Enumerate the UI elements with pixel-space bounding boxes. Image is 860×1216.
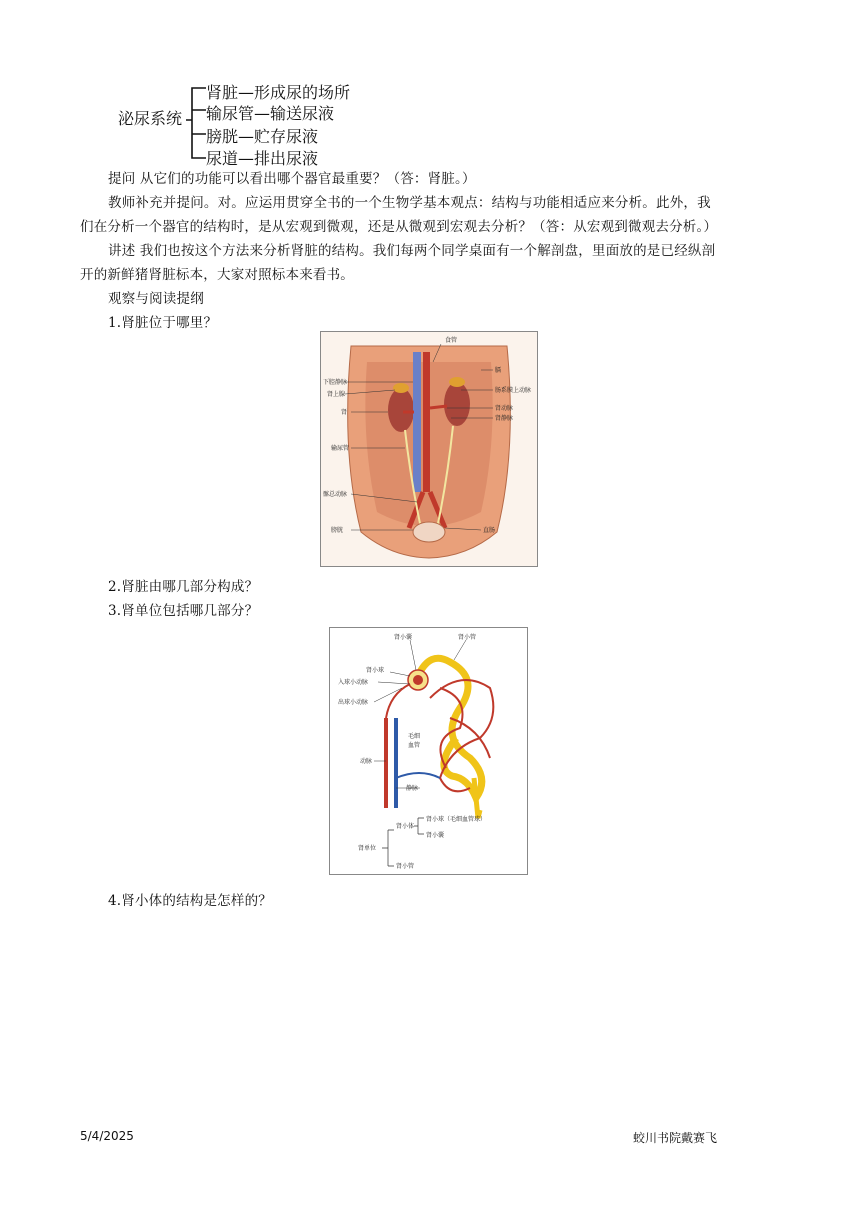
label-capsule: 肾小囊 [394,634,413,641]
kidney-anatomy-illustration [321,332,537,566]
label-kidney: 肾 [341,409,348,416]
question-1: 1.肾脏位于哪里？ [108,315,218,331]
question-3: 3.肾单位包括哪几部分？ [108,603,259,619]
question-2: 2.肾脏由哪几部分构成？ [108,579,259,595]
narration-paragraph-line2: 开的新鲜猪肾脏标本，大家对照标本来看书。 [80,267,354,283]
question-paragraph: 提问 从它们的功能可以看出哪个器官最重要？（答：肾脏。） [108,171,476,187]
label-efferent-arteriole: 出球小动脉 [338,699,369,706]
label-ivc: 下腔静脉 [323,379,348,386]
label-bladder: 膀胱 [331,527,344,534]
urinary-item-kidney: 肾脏—形成尿的场所 [206,83,351,102]
label-esophagus: 食管 [445,337,458,344]
label-adrenal: 肾上腺 [327,391,346,398]
label-sma: 肠系膜上动脉 [495,387,532,394]
urinary-system-diagram [118,80,378,166]
label-glomerulus: 肾小球 [366,667,385,674]
nephron-illustration [330,628,527,874]
narration-paragraph-line1: 讲述 我们也按这个方法来分析肾脏的结构。我们每两个同学桌面有一个解剖盘，里面放的是已经纵剖 [108,243,716,259]
footer-date: 5/4/2025 [80,1129,134,1143]
teacher-paragraph-line2: 们在分析一个器官的结构时，是从宏观到微观，还是从微观到宏观去分析？（答：从宏观到微观去分析。） [80,219,718,235]
urinary-item-bladder: 膀胱—贮存尿液 [206,127,319,146]
label-iliac-artery: 髂总动脉 [323,491,348,498]
label-nephron: 肾单位 [358,845,377,852]
urinary-item-urethra: 尿道—排出尿液 [206,149,319,168]
footer-source: 蛟川书院戴赛飞 [633,1131,718,1145]
outline-title: 观察与阅读提纲 [108,291,204,307]
urinary-system-root: 泌尿系统 [118,109,183,128]
kidney-location-figure [320,331,538,567]
label-renal-artery: 肾动脉 [495,405,514,412]
label-tubule-2: 肾小管 [396,863,415,870]
nephron-figure [329,627,528,875]
label-capsule-2: 肾小囊 [426,832,445,839]
teacher-paragraph-line1: 教师补充并提问。对。应运用贯穿全书的一个生物学基本观点：结构与功能相适应来分析。此外，我 [108,195,711,211]
label-renal-vein: 肾静脉 [495,415,514,422]
label-vein: 静脉 [406,785,419,792]
label-artery: 动脉 [360,758,373,765]
label-rectum: 直肠 [483,527,496,534]
label-glomerulus-full: 肾小球（毛细血管球） [426,816,487,823]
label-tubule: 肾小管 [458,634,477,641]
urinary-item-ureter: 输尿管—输送尿液 [206,104,335,123]
question-4: 4.肾小体的结构是怎样的？ [108,893,272,909]
label-capillary: 毛细血管 [408,733,421,749]
label-ureter: 输尿管 [331,445,350,452]
label-diaphragm: 膈 [495,367,502,374]
label-corpuscle: 肾小体 [396,823,415,830]
label-afferent-arteriole: 入球小动脉 [338,679,369,686]
